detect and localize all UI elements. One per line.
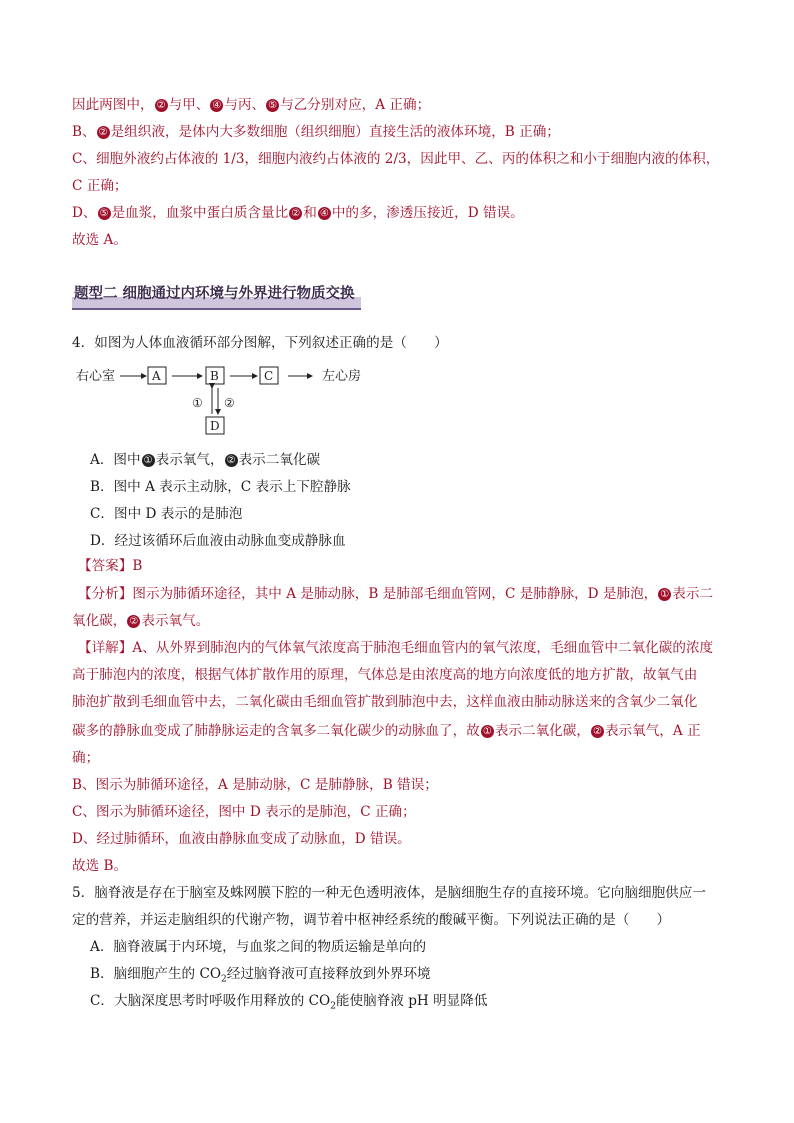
circled-number-1: ① — [142, 454, 155, 467]
arrow-label-2: ② — [224, 396, 235, 410]
detail-line-d: D、经过肺循环，血液由静脉血变成了动脉血，D 错误。 — [72, 831, 411, 847]
text: 表示氧气， — [155, 452, 224, 468]
text: 【分析】图示为肺循环途径，其中 A 是肺动脉，B 是肺部毛细血管网，C 是肺静脉，D 是肺泡， — [78, 586, 658, 602]
option-d: D．经过该循环后血液由动脉血变成静脉血 — [90, 533, 346, 549]
text: 氧化碳， — [72, 613, 127, 629]
circled-number-4: ④ — [318, 207, 331, 220]
section-heading: 题型二 细胞通过内环境与外界进行物质交换 — [72, 279, 361, 310]
option-b: B．图中 A 表示主动脉，C 表示上下腔静脉 — [90, 479, 351, 495]
text: 表示二氧化碳， — [494, 723, 590, 739]
text: 与丙、 — [224, 97, 266, 113]
circled-number-2: ② — [155, 99, 168, 112]
circled-number-2: ② — [591, 725, 604, 738]
text: 表示二氧化碳 — [238, 452, 321, 468]
analysis-line-1 — [78, 585, 713, 603]
q5-option-a: A．脑脊液属于内环境，与血浆之间的物质运输是单向的 — [90, 939, 427, 955]
q5-option-b — [90, 965, 431, 989]
text: 中的多，渗透压接近，D 错误。 — [331, 205, 524, 221]
circled-number-1: ① — [481, 725, 494, 738]
explanation-line-c2: C 正确； — [72, 178, 128, 194]
text: 因此两图中， — [72, 97, 154, 113]
text: A．图中 — [90, 452, 141, 468]
circled-number-2: ② — [97, 126, 110, 139]
detail-line-c: C、图示为肺循环途径，图中 D 表示的是肺泡，C 正确； — [72, 804, 416, 820]
explanation-line-c1: C、细胞外液约占体液的 1/3，细胞内液约占体液的 2/3，因此甲、乙、丙的体积之和小于细胞内液的体积， — [72, 151, 720, 167]
text: 表示氧气。 — [141, 613, 210, 629]
question-5-stem-2: 定的营养，并运走脑组织的代谢产物，调节着中枢神经系统的酸碱平衡。下列说法正确的是（ ） — [72, 912, 671, 928]
subscript: 2 — [221, 974, 227, 985]
circled-number-2: ② — [127, 615, 140, 628]
box-b-label: B — [210, 369, 219, 383]
explanation-line-b — [72, 123, 560, 141]
text: 能使脑脊液 pH 明显降低 — [335, 993, 488, 1009]
box-a-label: A — [152, 369, 161, 383]
text: 和 — [303, 205, 317, 221]
explanation-line-1 — [72, 96, 430, 114]
text: 表示二 — [672, 586, 714, 602]
choose-answer-b: 故选 B。 — [72, 858, 128, 874]
text: 是组织液，是体内大多数细胞（组织细胞）直接生活的液体环境，B 正确； — [110, 124, 560, 140]
detail-line-1: 【详解】A、从外界到肺泡内的气体氧气浓度高于肺泡毛细血管内的氧气浓度，毛细血管中二氧化碳的浓度 — [78, 640, 714, 656]
option-a — [90, 451, 320, 469]
circulation-diagram — [72, 362, 372, 442]
text: B、 — [72, 124, 96, 140]
answer: 【答案】B — [78, 558, 143, 574]
text: 经过脑脊液可直接释放到外界环境 — [226, 966, 431, 982]
text: D、 — [72, 205, 97, 221]
text: 与甲、 — [168, 97, 210, 113]
question-5-stem-1: 5．脑脊液是存在于脑室及蛛网膜下腔的一种无色透明液体，是脑细胞生存的直接环境。它向脑细胞供应一 — [72, 885, 706, 901]
box-d-label: D — [210, 419, 220, 433]
text: C．大脑深度思考时呼吸作用释放的 CO — [90, 993, 331, 1009]
option-c: C．图中 D 表示的是肺泡 — [90, 506, 243, 522]
circled-number-1: ① — [658, 588, 671, 601]
detail-line-2: 高于肺泡内的浓度，根据气体扩散作用的原理，气体总是由浓度高的地方向浓度低的地方扩散，故氧气由 — [72, 667, 698, 683]
box-c-label: C — [264, 369, 274, 383]
diagram-label-left-atrium: 左心房 — [322, 369, 362, 384]
subscript: 2 — [330, 1001, 336, 1012]
diagram-label-right-ventricle: 右心室 — [76, 369, 116, 384]
circled-number-5: ⑤ — [98, 207, 111, 220]
choose-answer-a: 故选 A。 — [72, 232, 127, 248]
circled-number-5: ⑤ — [266, 99, 279, 112]
text: 表示氧气，A 正 — [604, 723, 701, 739]
text: 碳多的静脉血变成了肺静脉运走的含氧多二氧化碳少的动脉血了，故 — [72, 723, 480, 739]
text: B．脑细胞产生的 CO — [90, 966, 222, 982]
circled-number-2: ② — [225, 454, 238, 467]
question-4-stem: 4．如图为人体血液循环部分图解，下列叙述正确的是（ ） — [72, 335, 448, 351]
q5-option-c — [90, 992, 487, 1016]
detail-line-b: B、图示为肺循环途径，A 是肺动脉，C 是肺静脉，B 错误； — [72, 777, 438, 793]
explanation-line-d — [72, 204, 524, 222]
text: 与乙分别对应，A 正确； — [280, 97, 431, 113]
arrow-label-1: ① — [192, 396, 203, 410]
circled-number-2: ② — [289, 207, 302, 220]
detail-line-4 — [72, 722, 701, 740]
detail-line-5: 确； — [72, 750, 100, 766]
analysis-line-2 — [72, 612, 209, 630]
circled-number-4: ④ — [210, 99, 223, 112]
text: 是血浆，血浆中蛋白质含量比 — [111, 205, 289, 221]
detail-line-3: 肺泡扩散到毛细血管中去，二氧化碳由毛细血管扩散到肺泡中去，这样血液由肺动脉送来的含氧少二氧化 — [72, 694, 698, 710]
